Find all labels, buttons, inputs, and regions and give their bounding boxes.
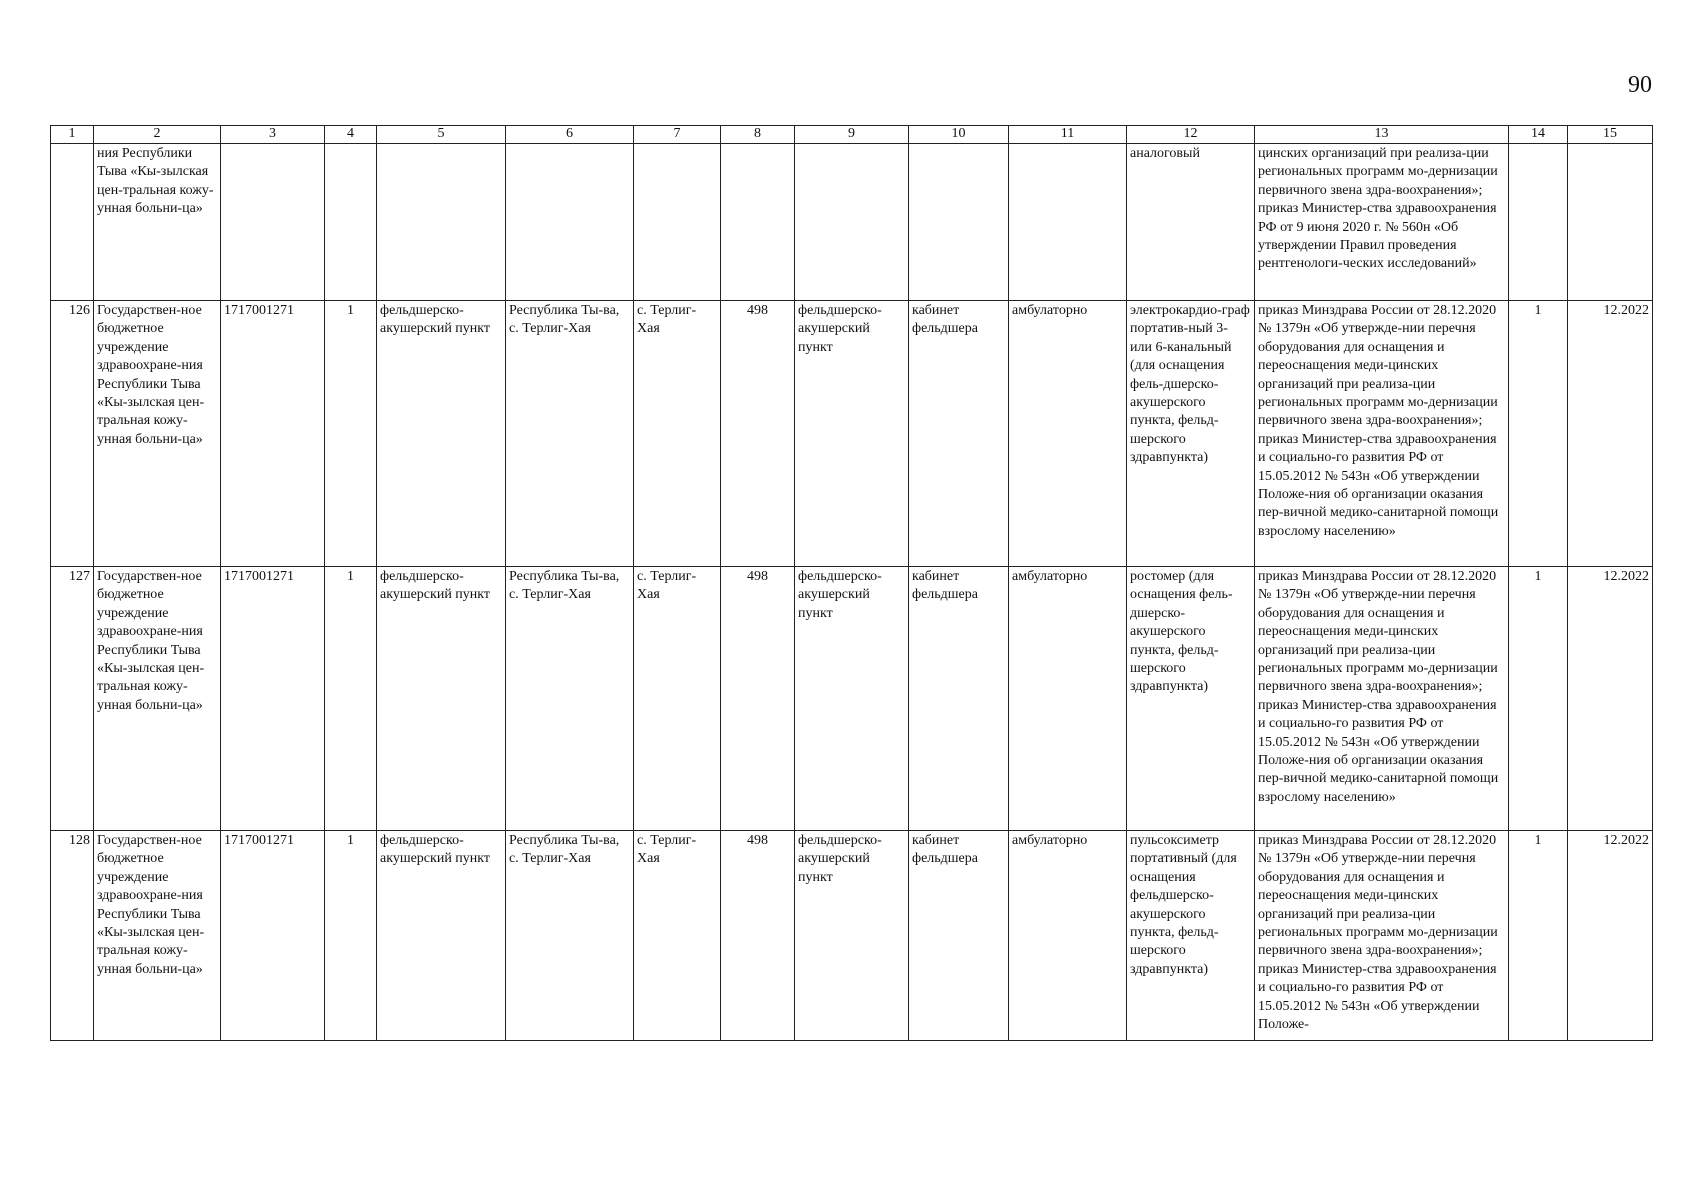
cell-row-number: 128 (51, 831, 94, 1041)
cell-empty (721, 144, 795, 301)
col-header: 7 (634, 126, 721, 144)
cell-settlement: с. Терлиг-Хая (634, 831, 721, 1041)
cell-room: кабинет фельдшера (909, 831, 1009, 1041)
table-row (51, 301, 1653, 567)
cell-code: 498 (721, 301, 795, 567)
cell-inn: 1717001271 (221, 831, 325, 1041)
cell-empty (1009, 144, 1127, 301)
cell-address: Республика Ты-ва, с. Терлиг-Хая (506, 831, 634, 1041)
cell-count: 1 (1509, 301, 1568, 567)
cell-settlement: с. Терлиг-Хая (634, 301, 721, 567)
cell-address: Республика Ты-ва, с. Терлиг-Хая (506, 567, 634, 831)
cell-basis: приказ Минздрава России от 28.12.2020 № 1379н «Об утвержде-нии перечня оборудования для оснащения и переоснащения меди-цинских организаций при реализа-ции региональных программ мо-дернизации первичного звена здра-воохранения»; приказ Министер-ства здравоохранения и социально-го развития РФ от 15.05.2012 № 543н «Об утверждении Положе- (1255, 831, 1509, 1041)
cell-org-continued: ния Республики Тыва «Кы-зылская цен-тральная кожу-унная больни-ца» (94, 144, 221, 301)
cell-equipment-continued: аналоговый (1127, 144, 1255, 301)
cell-empty (377, 144, 506, 301)
cell-empty (221, 144, 325, 301)
col-header: 6 (506, 126, 634, 144)
col-header: 14 (1509, 126, 1568, 144)
cell-empty (1509, 144, 1568, 301)
cell-qty: 1 (325, 831, 377, 1041)
cell-facility-type: фельдшерско-акушерский пункт (377, 567, 506, 831)
cell-inn: 1717001271 (221, 567, 325, 831)
cell-inn: 1717001271 (221, 301, 325, 567)
cell-organization: Государствен-ное бюджетное учреждение здравоохране-ния Республики Тыва «Кы-зылская цен-тральная кожу-унная больни-ца» (94, 831, 221, 1041)
cell-code: 498 (721, 831, 795, 1041)
col-header: 4 (325, 126, 377, 144)
col-header: 9 (795, 126, 909, 144)
cell-organization: Государствен-ное бюджетное учреждение здравоохране-ния Республики Тыва «Кы-зылская цен-тральная кожу-унная больни-ца» (94, 567, 221, 831)
cell-room: кабинет фельдшера (909, 567, 1009, 831)
col-header: 11 (1009, 126, 1127, 144)
cell-empty (325, 144, 377, 301)
cell-settlement: с. Терлиг-Хая (634, 567, 721, 831)
cell-room: кабинет фельдшера (909, 301, 1009, 567)
cell-equipment: электрокардио-граф портатив-ный 3- или 6-канальный (для оснащения фель-дшерско-акушерского пункта, фельд-шерского здравпункта) (1127, 301, 1255, 567)
cell-basis-continued: цинских организаций при реализа-ции региональных программ мо-дернизации первичного звена здра-воохранения»; приказ Министер-ства здравоохранения РФ от 9 июня 2020 г. № 560н «Об утверждении Правил проведения рентгенологи-ческих исследований» (1255, 144, 1509, 301)
page-number: 90 (1628, 72, 1652, 98)
cell-mode: амбулаторно (1009, 567, 1127, 831)
cell-date: 12.2022 (1568, 831, 1653, 1041)
cell-unit: фельдшерско-акушерский пункт (795, 301, 909, 567)
cell-basis: приказ Минздрава России от 28.12.2020 № 1379н «Об утвержде-нии перечня оборудования для оснащения и переоснащения меди-цинских организаций при реализа-ции региональных программ мо-дернизации первичного звена здра-воохранения»; приказ Министер-ства здравоохранения и социально-го развития РФ от 15.05.2012 № 543н «Об утверждении Положе-ния об организации оказания пер-вичной медико-санитарной помощи взрослому населению» (1255, 567, 1509, 831)
col-header: 3 (221, 126, 325, 144)
cell-empty (1568, 144, 1653, 301)
equipment-table (50, 125, 1653, 1041)
cell-date: 12.2022 (1568, 567, 1653, 831)
cell-facility-type: фельдшерско-акушерский пункт (377, 301, 506, 567)
col-header: 2 (94, 126, 221, 144)
cell-address: Республика Ты-ва, с. Терлиг-Хая (506, 301, 634, 567)
cell-qty: 1 (325, 301, 377, 567)
col-header: 10 (909, 126, 1009, 144)
cell-equipment: пульсоксиметр портативный (для оснащения фельдшерско-акушерского пункта, фельд-шерского здравпункта) (1127, 831, 1255, 1041)
col-header: 15 (1568, 126, 1653, 144)
cell-count: 1 (1509, 831, 1568, 1041)
cell-unit: фельдшерско-акушерский пункт (795, 567, 909, 831)
cell-qty: 1 (325, 567, 377, 831)
cell-empty (51, 144, 94, 301)
cell-empty (909, 144, 1009, 301)
cell-count: 1 (1509, 567, 1568, 831)
col-header: 12 (1127, 126, 1255, 144)
cell-row-number: 126 (51, 301, 94, 567)
cell-mode: амбулаторно (1009, 831, 1127, 1041)
col-header: 13 (1255, 126, 1509, 144)
cell-mode: амбулаторно (1009, 301, 1127, 567)
cell-facility-type: фельдшерско-акушерский пункт (377, 831, 506, 1041)
col-header: 1 (51, 126, 94, 144)
cell-equipment: ростомер (для оснащения фель-дшерско-акушерского пункта, фельд-шерского здравпункта) (1127, 567, 1255, 831)
table-row (51, 831, 1653, 1041)
cell-row-number: 127 (51, 567, 94, 831)
cell-empty (634, 144, 721, 301)
cell-organization: Государствен-ное бюджетное учреждение здравоохране-ния Республики Тыва «Кы-зылская цен-тральная кожу-унная больни-ца» (94, 301, 221, 567)
col-header: 5 (377, 126, 506, 144)
col-header: 8 (721, 126, 795, 144)
continuation-row (51, 144, 1653, 301)
cell-empty (506, 144, 634, 301)
cell-date: 12.2022 (1568, 301, 1653, 567)
table-row (51, 567, 1653, 831)
cell-empty (795, 144, 909, 301)
cell-code: 498 (721, 567, 795, 831)
cell-unit: фельдшерско-акушерский пункт (795, 831, 909, 1041)
cell-basis: приказ Минздрава России от 28.12.2020 № 1379н «Об утвержде-нии перечня оборудования для оснащения и переоснащения меди-цинских организаций при реализа-ции региональных программ мо-дернизации первичного звена здра-воохранения»; приказ Министер-ства здравоохранения и социально-го развития РФ от 15.05.2012 № 543н «Об утверждении Положе-ния об организации оказания пер-вичной медико-санитарной помощи взрослому населению» (1255, 301, 1509, 567)
header-row (51, 126, 1653, 144)
